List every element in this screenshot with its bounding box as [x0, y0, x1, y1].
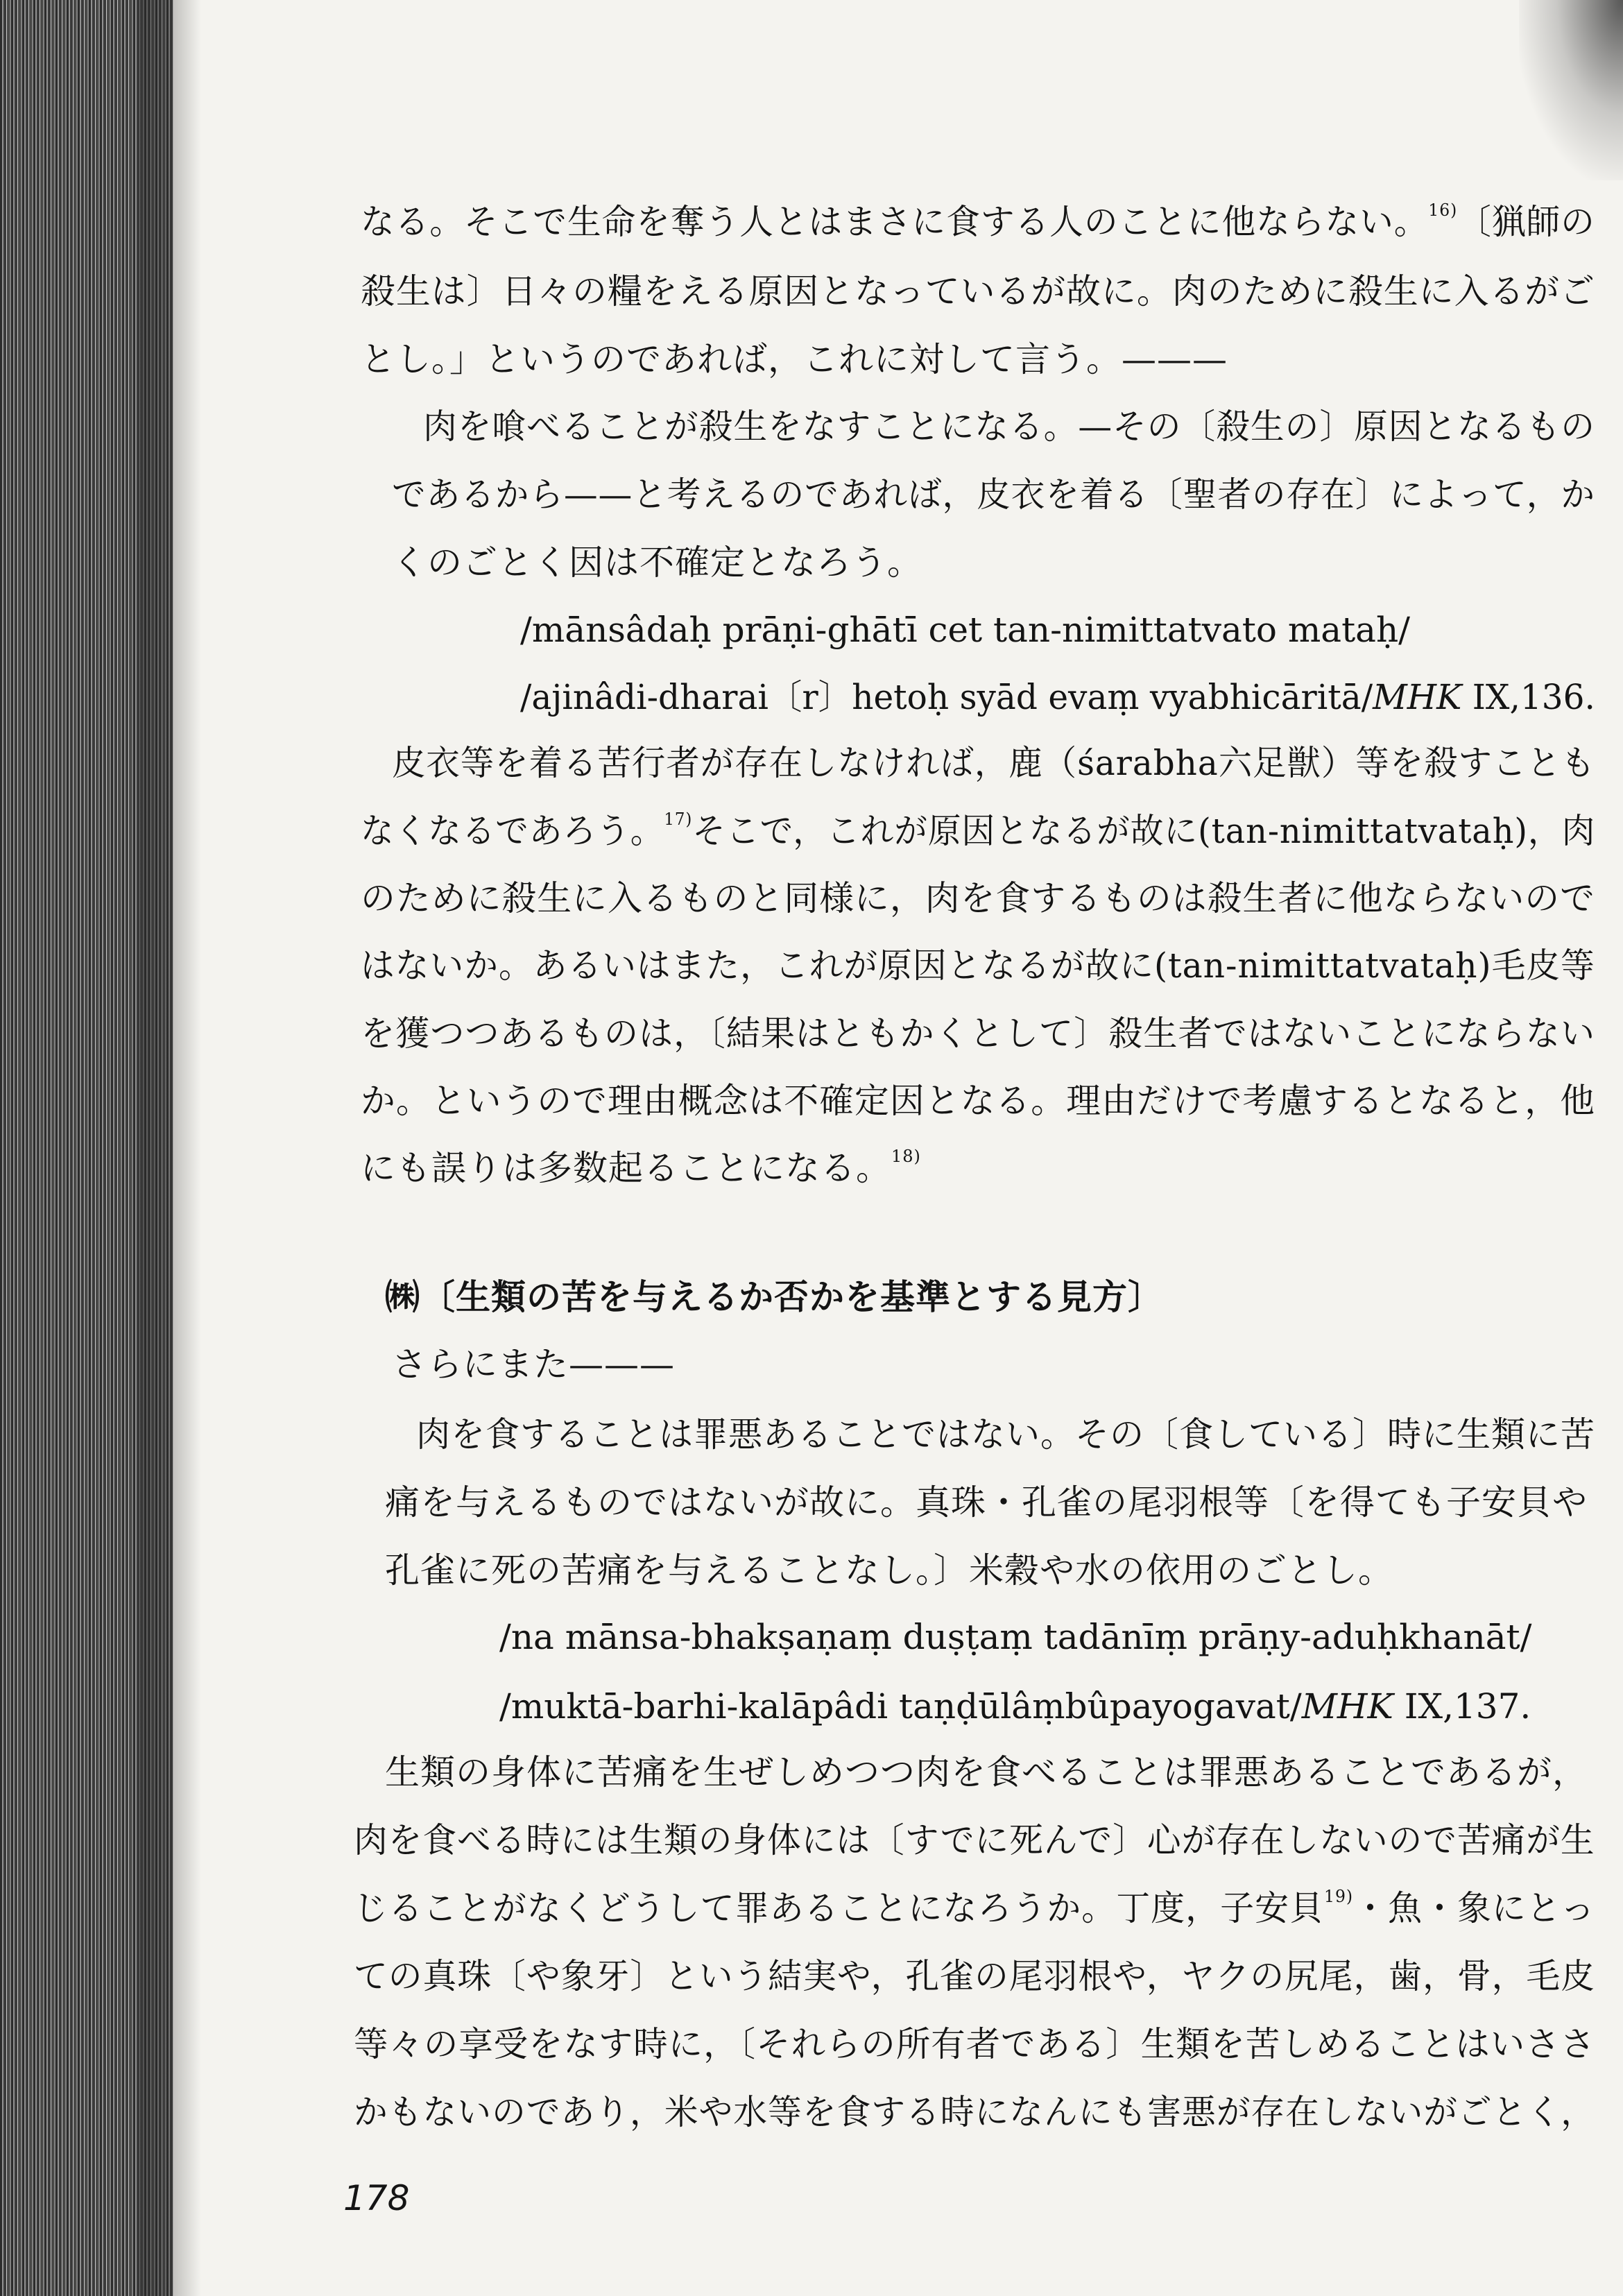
text-line: であるから——と考えるのであれば，皮衣を着る〔聖者の存在〕によって，か — [392, 474, 1595, 515]
verse-reference-number: IX,137. — [1393, 1686, 1531, 1727]
text-line: ての真珠〔や象牙〕という結実や，孔雀の尾羽根や，ヤクの尻尾，歯，骨，毛皮 — [354, 1956, 1595, 1996]
text-line: じることがなくどうして罪あることになろうか。丁度，子安貝$^{19)}$・魚・象にとっ — [354, 1887, 1595, 1928]
verse-line: /mānsâdaḥ prāṇi-ghātī cet tan-nimittatvato mataḥ/ — [520, 610, 1411, 650]
text-line: 孔雀に死の苦痛を与えることなし。〕米穀や水の依用のごとし。 — [385, 1550, 1393, 1591]
text-line: 皮衣等を着る苦行者が存在しなければ，鹿（śarabha六足獣）等を殺すことも — [392, 743, 1596, 783]
spine-gutter — [139, 0, 201, 2296]
text-line: 痛を与えるものではないが故に。真珠・孔雀の尾羽根等〔を得ても子安貝や — [385, 1482, 1588, 1523]
section-heading: ㈱〔生類の苦を与えるか否かを基準とする見方〕 — [385, 1277, 1163, 1317]
verse-line: /muktā-barhi-kalāpâdi taṇḍūlâṃbûpayogavat/MHK IX,137. — [499, 1686, 1531, 1727]
corner-shadow — [1519, 0, 1623, 180]
footnote-ref[interactable]: 16) — [1428, 200, 1458, 220]
footnote-ref[interactable]: 18) — [891, 1147, 921, 1166]
text-line: 等々の享受をなす時に，〔それらの所有者である〕生類を苦しめることはいささ — [354, 2024, 1595, 2064]
text-line: 生類の身体に苦痛を生ぜしめつつ肉を食べることは罪悪あることであるが， — [385, 1752, 1588, 1792]
text-line: さらにまた——— — [392, 1344, 675, 1385]
footnote-ref[interactable]: 17) — [664, 809, 693, 829]
verse-line: /na mānsa-bhakṣaṇaṃ duṣṭaṃ tadānīṃ prāṇy-aduḥkhanāt/ — [499, 1617, 1532, 1657]
page-number: 178 — [343, 2178, 410, 2218]
text-line: か。というので理由概念は不確定因となる。理由だけで考慮するとなると，他 — [361, 1081, 1596, 1121]
text-line: はないか。あるいはまた，これが原因となるが故に(tan-nimittatvataḥ)毛皮等 — [361, 945, 1595, 986]
verse-line: /ajinâdi-dharai〔r〕hetoḥ syād evaṃ vyabhicāritā/MHK IX,136. — [520, 677, 1595, 717]
footnote-ref[interactable]: 19) — [1324, 1887, 1354, 1906]
text-line: とし。」というのであれば，これに対して言う。——— — [361, 339, 1228, 379]
text-line: にも誤りは多数起ることになる。$^{18)}$ — [361, 1147, 921, 1188]
text-line: 殺生は〕日々の糧をえる原因となっているが故に。肉のために殺生に入るがご — [361, 271, 1596, 311]
verse-reference-work: MHK — [1373, 677, 1462, 717]
text-line: かもないのであり，米や水等を食する時になんにも害悪が存在しないがごとく， — [354, 2092, 1596, 2132]
text-line: 肉を食べる時には生類の身体には〔すでに死んで〕心が存在しないので苦痛が生 — [354, 1820, 1595, 1860]
text-line: のために殺生に入るものと同様に，肉を食するものは殺生者に他ならないので — [361, 878, 1596, 918]
verse-reference-work: MHK — [1301, 1686, 1393, 1727]
text-line: 肉を食することは罪悪あることではない。その〔食している〕時に生類に苦 — [416, 1414, 1596, 1455]
text-line: なる。そこで生命を奪う人とはまさに食する人のことに他ならない。$^{16)}$〔猟師の — [361, 200, 1595, 242]
text-line: を獲つつあるものは，〔結果はともかくとして〕殺生者ではないことにならない — [361, 1013, 1596, 1054]
text-line: くのごとく因は不確定となろう。 — [392, 542, 922, 583]
text-line: 肉を喰べることが殺生をなすことになる。—その〔殺生の〕原因となるもの — [423, 406, 1595, 447]
text-line: なくなるであろう。$^{17)}$そこで，これが原因となるが故に(tan-nimittatvataḥ)，肉 — [361, 809, 1596, 851]
verse-reference-number: IX,136. — [1461, 677, 1595, 717]
